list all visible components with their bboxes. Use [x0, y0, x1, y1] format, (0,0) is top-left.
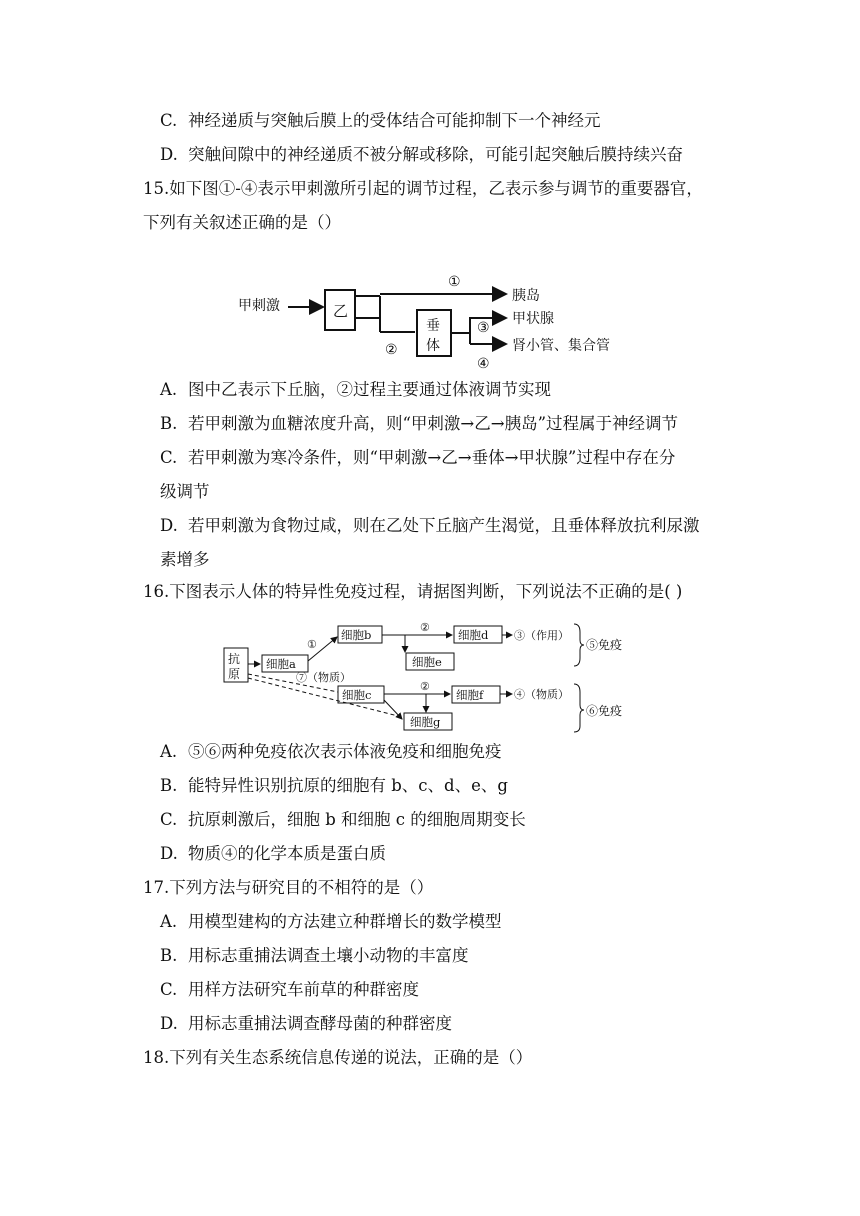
option-tag: A. [160, 912, 178, 931]
option-tag: A. [160, 380, 178, 399]
substance-7-label: ⑦（物质） [296, 671, 351, 684]
q17-option-c [160, 978, 419, 1002]
q17-option-b [160, 944, 469, 968]
option-text: 用模型建构的方法建立种群增长的数学模型 [188, 912, 502, 931]
option-text: 若甲刺激为食物过咸，则在乙处下丘脑产生渴觉，且垂体释放抗利尿激 [188, 516, 700, 535]
q15-regulation-diagram [230, 262, 630, 374]
path-1-label: ① [307, 638, 317, 651]
option-tag: C. [160, 980, 178, 999]
option-text: 神经递质与突触后膜上的受体结合可能抑制下一个神经元 [188, 111, 601, 130]
q16-stem: 16.下图表示人体的特异性免疫过程，请据图判断，下列说法不正确的是( ) [143, 582, 683, 601]
option-text: 用样方法研究车前草的种群密度 [188, 980, 419, 999]
option-text: 若甲刺激为血糖浓度升高，则“甲刺激→乙→胰岛”过程属于神经调节 [188, 414, 679, 433]
q15-option-b [160, 412, 678, 436]
cell-b-label: 细胞b [341, 628, 372, 642]
option-text: 若甲刺激为寒冷条件，则“甲刺激→乙→垂体→甲状腺”过程中存在分 [188, 448, 676, 467]
option-text: 能特异性识别抗原的细胞有 b、c、d、e、g [188, 776, 508, 795]
option-text: 物质④的化学本质是蛋白质 [188, 844, 386, 863]
option-tag: D. [160, 516, 178, 535]
q18-stem: 18.下列有关生态系统信息传递的说法，正确的是（） [143, 1048, 533, 1067]
cell-c-label: 细胞c [342, 688, 372, 702]
immunity-5-label: ⑤免疫 [586, 638, 623, 652]
q14-option-c [160, 109, 601, 133]
option-text: 突触间隙中的神经递质不被分解或移除，可能引起突触后膜持续兴奋 [188, 145, 683, 164]
q16-option-b [160, 774, 508, 798]
target-pancreatic-islet: 胰岛 [512, 288, 540, 304]
option-tag: B. [160, 946, 178, 965]
option-text: 用标志重捕法调查土壤小动物的丰富度 [188, 946, 469, 965]
q16-option-a [160, 740, 502, 764]
path-2-label: ② [385, 342, 398, 358]
cell-g-label: 细胞g [410, 715, 441, 729]
option-tag: C. [160, 810, 178, 829]
q15-option-d-cont: 素增多 [160, 550, 210, 569]
q17-stem: 17.下列方法与研究目的不相符的是（） [143, 878, 434, 897]
cell-e-label: 细胞e [412, 655, 442, 669]
q14-option-d [160, 143, 683, 167]
option-tag: C. [160, 448, 178, 467]
path-2a-label: ② [420, 621, 430, 634]
option-tag: D. [160, 844, 178, 863]
stimulus-label: 甲刺激 [238, 298, 280, 314]
q15-option-a [160, 378, 551, 402]
brace-6 [574, 684, 584, 732]
pituitary-label-2: 体 [426, 338, 440, 354]
path-4-label: ④ [477, 356, 490, 372]
cell-f-label: 细胞f [456, 688, 484, 702]
antigen-label-2: 原 [228, 667, 241, 681]
q15-stem-line2: 下列有关叙述正确的是（） [143, 213, 341, 232]
path-1-label: ① [448, 274, 461, 290]
q15-option-c [160, 446, 675, 470]
option-text: 图中乙表示下丘脑，②过程主要通过体液调节实现 [188, 380, 551, 399]
option-tag: D. [160, 145, 178, 164]
target-renal-tubule: 肾小管、集合管 [512, 338, 610, 354]
q16-option-c [160, 808, 526, 832]
q16-immunity-diagram [222, 618, 642, 734]
pituitary-label-1: 垂 [426, 318, 440, 334]
q15-option-c-cont: 级调节 [160, 482, 210, 501]
target-thyroid: 甲状腺 [512, 311, 554, 327]
q16-option-d [160, 842, 386, 866]
q17-option-d [160, 1012, 452, 1036]
option-text: 用标志重捕法调查酵母菌的种群密度 [188, 1014, 452, 1033]
q17-option-a [160, 910, 502, 934]
cell-d-label: 细胞d [458, 628, 489, 642]
option-text: 抗原刺激后，细胞 b 和细胞 c 的细胞周期变长 [188, 810, 526, 829]
immunity-6-label: ⑥免疫 [586, 704, 623, 718]
option-tag: B. [160, 776, 178, 795]
substance-4-label: ④（物质） [514, 688, 569, 701]
option-tag: D. [160, 1014, 178, 1033]
q15-stem-line1: 15.如下图①-④表示甲刺激所引起的调节过程，乙表示参与调节的重要器官， [143, 179, 703, 198]
brace-5 [574, 624, 584, 666]
effect-3-label: ③（作用） [514, 629, 569, 642]
option-tag: C. [160, 111, 178, 130]
organ-yi-label: 乙 [333, 302, 349, 320]
q15-option-d [160, 514, 700, 538]
cell-a-label: 细胞a [266, 657, 296, 671]
path-2b-label: ② [420, 680, 430, 693]
path-3-label: ③ [477, 320, 490, 336]
option-tag: B. [160, 414, 178, 433]
antigen-label-1: 抗 [228, 652, 241, 666]
option-text: ⑤⑥两种免疫依次表示体液免疫和细胞免疫 [188, 742, 502, 761]
option-tag: A. [160, 742, 178, 761]
